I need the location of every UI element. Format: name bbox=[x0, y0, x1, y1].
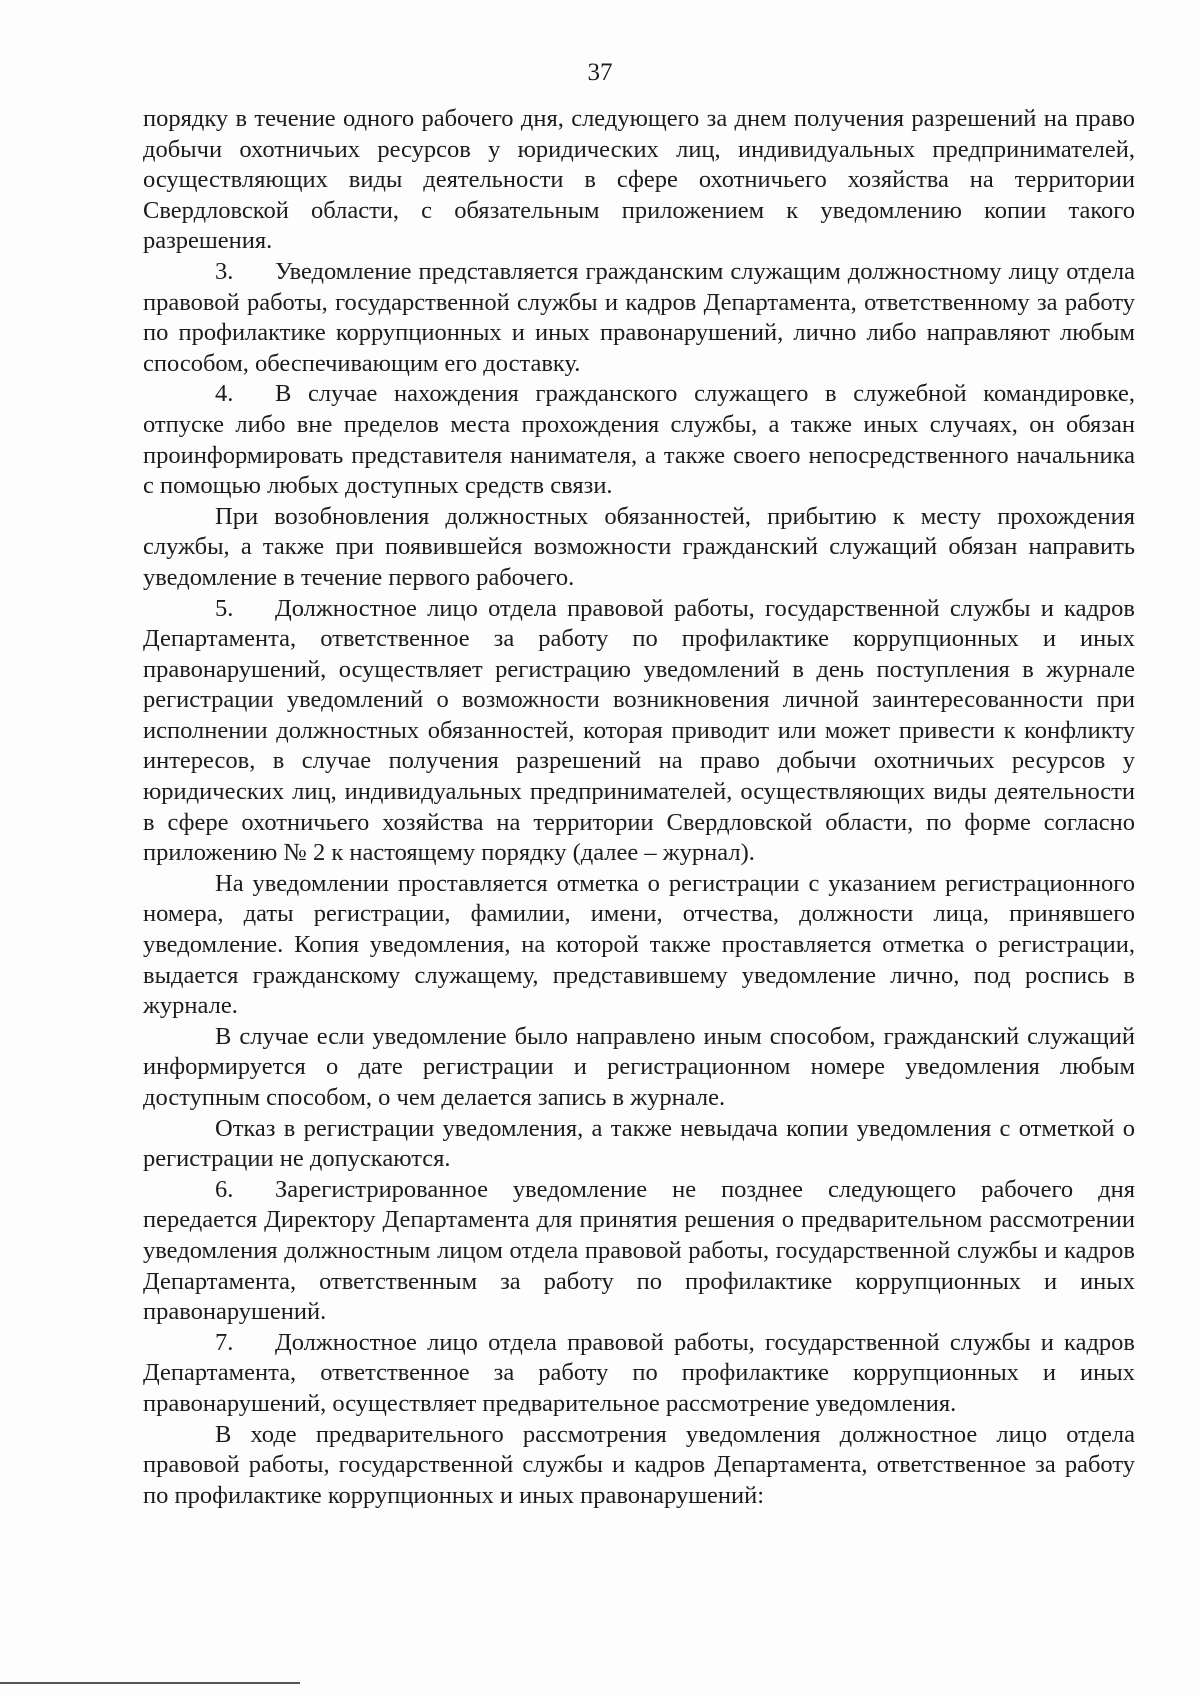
document-body bbox=[143, 104, 1135, 1511]
page-number: 37 bbox=[587, 59, 613, 86]
paragraph-text: Уведомление представляется гражданским служащим должностному лицу отдела правовой работы, государственной службы и кадров Департамента, ответственному за работу по профилактике коррупционных и иных правонарушений, лично либо направляют любым способом, обеспечивающим его доставку. bbox=[143, 257, 1135, 377]
paragraph-text: В ходе предварительного рассмотрения уведомления должностное лицо отдела правовой работы, государственной службы и кадров Департамента, ответственное за работу по профилактике коррупционных и иных правонарушений: bbox=[143, 1420, 1135, 1509]
paragraph-item-5 bbox=[143, 594, 1135, 869]
paragraph bbox=[143, 869, 1135, 1022]
paragraph-item-6 bbox=[143, 1175, 1135, 1328]
paragraph-text: При возобновления должностных обязанностей, прибытию к месту прохождения службы, а также при появившейся возможности гражданский служащий обязан направить уведомление в течение первого рабочего. bbox=[143, 502, 1135, 591]
scan-edge-line bbox=[0, 1682, 300, 1684]
item-number: 6. bbox=[215, 1175, 234, 1203]
item-number: 7. bbox=[215, 1328, 234, 1356]
paragraph-text: Отказ в регистрации уведомления, а также невыдача копии уведомления с отметкой о регистрации не допускаются. bbox=[143, 1114, 1135, 1173]
item-number: 5. bbox=[215, 594, 234, 622]
item-number: 3. bbox=[215, 257, 234, 285]
paragraph bbox=[143, 1114, 1135, 1175]
paragraph-text: На уведомлении проставляется отметка о регистрации с указанием регистрационного номера, даты регистрации, фамилии, имени, отчества, должности лица, принявшего уведомление. Копия уведомления, на которой также проставляется отметка о регистрации, выдается гражданскому служащему, представившему уведомление лично, под роспись в журнале. bbox=[143, 869, 1135, 1020]
paragraph-text: порядку в течение одного рабочего дня, следующего за днем получения разрешений на право добычи охотничьих ресурсов у юридических лиц, индивидуальных предпринимателей, осуществляющих виды деятельности в сфере охотничьего хозяйства на территории Свердловской области, с обязательным приложением к уведомлению копии такого разрешения. bbox=[143, 105, 1135, 255]
paragraph-text: Зарегистрированное уведомление не позднее следующего рабочего дня передается Директору Департамента для принятия решения о предварительном рассмотрении уведомления должностным лицом отдела правовой работы, государственной службы и кадров Департамента, ответственным за работу по профилактике коррупционных и иных правонарушений. bbox=[143, 1175, 1135, 1326]
paragraph bbox=[143, 502, 1135, 594]
paragraph-text: Должностное лицо отдела правовой работы, государственной службы и кадров Департамента, ответственное за работу по профилактике коррупционных и иных правонарушений, осуществляет предварительное рассмотрение уведомления. bbox=[143, 1328, 1135, 1417]
item-number: 4. bbox=[215, 380, 234, 408]
paragraph-text: В случае если уведомление было направлено иным способом, гражданский служащий информируется о дате регистрации и регистрационном номере уведомления любым доступным способом, о чем делается запись в журнале. bbox=[143, 1022, 1135, 1111]
paragraph bbox=[143, 1420, 1135, 1512]
paragraph-item-3 bbox=[143, 257, 1135, 379]
paragraph-item-4 bbox=[143, 379, 1135, 501]
paragraph-text: Должностное лицо отдела правовой работы, государственной службы и кадров Департамента, ответственное за работу по профилактике коррупционных и иных правонарушений, осуществляет регистрацию уведомлений в день поступления в журнале регистрации уведомлений о возможности возникновения личной заинтересованности при исполнении должностных обязанностей, которая приводит или может привести к конфликту интересов, в случае получения разрешений на право добычи охотничьих ресурсов у юридических лиц, индивидуальных предпринимателей, осуществляющих виды деятельности в сфере охотничьего хозяйства на территории Свердловской области, по форме согласно приложению № 2 к настоящему порядку (далее – журнал). bbox=[143, 594, 1135, 867]
paragraph-item-7 bbox=[143, 1328, 1135, 1420]
paragraph bbox=[143, 1022, 1135, 1114]
paragraph-text: В случае нахождения гражданского служащего в служебной командировке, отпуске либо вне пределов места прохождения службы, а также иных случаях, он обязан проинформировать представителя нанимателя, а также своего непосредственного начальника с помощью любых доступных средств связи. bbox=[143, 380, 1135, 500]
paragraph-continuation bbox=[143, 104, 1135, 257]
